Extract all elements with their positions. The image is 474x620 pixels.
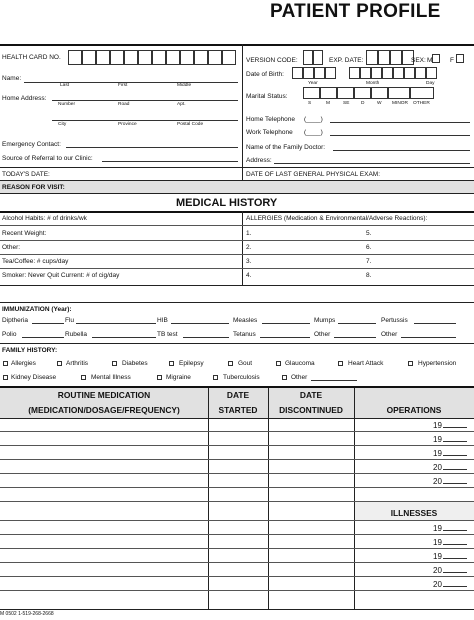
imm-tb-line[interactable] [183, 337, 229, 338]
mh-rule-2 [0, 240, 474, 241]
sex-m-box[interactable] [432, 54, 440, 63]
address-label: Address: [246, 157, 272, 164]
imm-measles: Measles [233, 317, 258, 324]
work-phone-label: Work Telephone [246, 129, 293, 136]
family-history-rule-top [0, 343, 474, 344]
imm-polio-line[interactable] [22, 337, 64, 338]
med-table-header-rule [0, 418, 474, 419]
fh-tuberculosis-checkbox[interactable] [213, 375, 218, 380]
version-code-label: VERSION CODE: [246, 57, 298, 64]
med-table-bottom-rule [0, 609, 474, 610]
imm-other-1: Other [314, 331, 331, 338]
imm-mumps: Mumps [314, 317, 336, 324]
imm-rubella-line[interactable] [92, 337, 156, 338]
header-top-rule [0, 44, 474, 46]
home-phone-area: (____) [304, 116, 323, 123]
fh-migraine-checkbox[interactable] [157, 375, 162, 380]
imm-tetanus: Tetanus [233, 331, 256, 338]
fh-epilepsy-checkbox[interactable] [169, 361, 174, 366]
fh-hypertension-checkbox[interactable] [408, 361, 413, 366]
recent-weight-label: Recent Weight: [2, 230, 47, 237]
imm-hib-line[interactable] [171, 323, 229, 324]
rule-todays-date-top [0, 167, 474, 168]
medical-history-rule [0, 211, 474, 213]
fh-arthritis-checkbox[interactable] [57, 361, 62, 366]
fh-allergies: Allergies [11, 360, 36, 367]
allergy-4: 4. [246, 272, 252, 279]
imm-measles-line[interactable] [262, 323, 310, 324]
home-phone-line[interactable] [330, 122, 470, 123]
emergency-contact-line[interactable] [66, 147, 238, 148]
reason-band [0, 181, 474, 193]
mh-rule-bottom [0, 285, 474, 286]
operation-year-2[interactable]: 19 [433, 435, 467, 444]
name-sub-last: Last [60, 83, 70, 88]
fh-diabetes: Diabetes [122, 360, 148, 367]
fh-epilepsy: Epilepsy [179, 360, 204, 367]
medical-history-divider [242, 211, 243, 285]
imm-tetanus-line[interactable] [260, 337, 310, 338]
exp-date-label: EXP. DATE: [329, 57, 364, 64]
smoker-label: Smoker: Never Quit Current: # of cig/day [2, 272, 120, 279]
fh-mental-illness-checkbox[interactable] [81, 375, 86, 380]
fh-migraine: Migraine [166, 374, 191, 381]
family-history-title: FAMILY HISTORY: [2, 347, 58, 354]
illness-year-2[interactable]: 19 [433, 538, 467, 547]
illness-year-5[interactable]: 20 [433, 580, 467, 589]
med-col3-line1: DATE [299, 390, 323, 400]
referral-label: Source of Referral to our Clinic: [2, 155, 93, 162]
fh-glaucoma-checkbox[interactable] [276, 361, 281, 366]
name-line[interactable] [24, 82, 238, 83]
marital-minor: MINOR [392, 101, 408, 106]
marital-status-label: Marital Status: [246, 93, 288, 100]
sex-f-label: F [450, 57, 454, 64]
fh-allergies-checkbox[interactable] [3, 361, 8, 366]
imm-other-2: Other [381, 331, 398, 338]
allergy-8: 8. [366, 272, 372, 279]
imm-other-1-line[interactable] [334, 337, 376, 338]
marital-s: S [308, 101, 312, 106]
version-code-box-2[interactable] [313, 50, 323, 65]
allergy-2: 2. [246, 244, 252, 251]
family-doctor-label: Name of the Family Doctor: [246, 144, 326, 151]
imm-rubella: Rubella [65, 331, 88, 338]
emergency-contact-label: Emergency Contact: [2, 141, 61, 148]
immunization-title: IMMUNIZATION (Year): [2, 306, 72, 313]
rule-reason-bottom [0, 193, 474, 194]
home-address-label: Home Address: [2, 95, 47, 102]
imm-pertussis: Pertussis [381, 317, 408, 324]
allergy-6: 6. [366, 244, 372, 251]
operation-year-5[interactable]: 20 [433, 477, 467, 486]
fh-other: Other [291, 374, 308, 381]
home-address-line[interactable] [52, 100, 238, 101]
allergies-label: ALLERGIES (Medication & Environmental/Adverse Reactions): [246, 215, 428, 222]
imm-tb-test: TB test [157, 331, 178, 338]
exp-date-box-1[interactable] [366, 50, 378, 65]
home-address-line-2[interactable] [52, 120, 238, 121]
fh-kidney: Kidney Disease [11, 374, 57, 381]
allergy-3: 3. [246, 258, 252, 265]
tea-coffee-label: Tea/Coffee: # cups/day [2, 258, 69, 265]
address-sub-province: Province [118, 122, 137, 127]
last-exam-label: DATE OF LAST GENERAL PHYSICAL EXAM: [246, 171, 381, 178]
operation-year-4[interactable]: 20 [433, 463, 467, 472]
family-doctor-line[interactable] [333, 150, 470, 151]
marital-m: M [326, 101, 330, 106]
imm-diptheria: Diptheria [2, 317, 29, 324]
work-phone-line[interactable] [330, 135, 470, 136]
name-sub-first: First [118, 83, 128, 88]
med-col1-line1: ROUTINE MEDICATION [57, 390, 151, 400]
marital-other: OTHER [413, 101, 430, 106]
imm-mumps-line[interactable] [338, 323, 376, 324]
illness-year-1[interactable]: 19 [433, 524, 467, 533]
marital-d: D [361, 101, 365, 106]
fh-arthritis: Arthritis [66, 360, 89, 367]
med-col2-line1: DATE [226, 390, 250, 400]
dob-sub-day: Day [426, 81, 435, 86]
fh-hypertension: Hypertension [418, 360, 457, 367]
mh-rule-4 [0, 268, 474, 269]
imm-pertussis-line[interactable] [414, 323, 456, 324]
medical-history-title: MEDICAL HISTORY [176, 197, 278, 209]
health-card-label: HEALTH CARD NO. [2, 54, 61, 61]
doctor-address-line[interactable] [274, 163, 470, 164]
operation-year-3[interactable]: 19 [433, 449, 467, 458]
address-sub-city: City [58, 122, 67, 127]
fh-heart-attack: Heart Attack [348, 360, 384, 367]
fh-mental-illness: Mental Illness [91, 374, 131, 381]
fh-other-line[interactable] [311, 380, 357, 381]
dob-label: Date of Birth: [246, 71, 284, 78]
sex-f-box[interactable] [456, 54, 464, 63]
todays-date-divider [242, 167, 243, 180]
mh-rule-3 [0, 254, 474, 255]
fh-tuberculosis: Tuberculosis [223, 374, 260, 381]
home-phone-label: Home Telephone [246, 116, 296, 123]
address-sub-apt: Apt. [177, 102, 186, 107]
med-col3-line2: DISCONTINUED [279, 405, 343, 415]
dob-sub-month: Month [366, 81, 380, 86]
fh-diabetes-checkbox[interactable] [112, 361, 117, 366]
imm-flu: Flu [65, 317, 75, 324]
fh-gout: Gout [238, 360, 253, 367]
imm-flu-line[interactable] [76, 323, 156, 324]
exp-date-box-3[interactable] [390, 50, 402, 65]
name-sub-middle: Middle [177, 83, 192, 88]
page-title: PATIENT PROFILE [270, 1, 441, 22]
sex-label: SEX: [411, 57, 426, 64]
form-footer: M 0502 1-519-268-2668 [0, 611, 54, 617]
illnesses-header: ILLNESSES [390, 508, 438, 518]
operations-header: OPERATIONS [386, 405, 442, 415]
illness-year-3[interactable]: 19 [433, 552, 467, 561]
fh-glaucoma: Glaucoma [285, 360, 315, 367]
other-label: Other: [2, 244, 21, 251]
fh-gout-checkbox[interactable] [228, 361, 233, 366]
immunization-rule-top [0, 302, 474, 303]
referral-line[interactable] [102, 161, 238, 162]
allergy-7: 7. [366, 258, 372, 265]
allergy-5: 5. [366, 230, 372, 237]
imm-diptheria-line[interactable] [32, 323, 64, 324]
name-label: Name: [2, 75, 22, 82]
med-col2-line2: STARTED [218, 405, 258, 415]
operation-year-1[interactable]: 19 [433, 421, 467, 430]
imm-other-2-line[interactable] [401, 337, 456, 338]
med-col1-line2: (MEDICATION/DOSAGE/FREQUENCY) [28, 405, 180, 415]
alcohol-label: Alcohol Habits: # of drinks/wk [2, 215, 87, 222]
fh-other-checkbox[interactable] [282, 375, 287, 380]
fh-heart-attack-checkbox[interactable] [338, 361, 343, 366]
header-divider [242, 44, 243, 167]
work-phone-area: (____) [304, 129, 323, 136]
dob-sub-year: Year [308, 81, 318, 86]
imm-hib: HIB [157, 317, 168, 324]
version-code-box-1[interactable] [303, 50, 313, 65]
mh-rule-1 [0, 225, 474, 226]
allergy-1: 1. [246, 230, 252, 237]
marital-se: SE [343, 101, 350, 106]
exp-date-box-2[interactable] [378, 50, 390, 65]
imm-polio: Polio [2, 331, 17, 338]
fh-kidney-checkbox[interactable] [3, 375, 8, 380]
address-sub-postal: Postal Code [177, 122, 204, 127]
address-sub-number: Number [58, 102, 76, 107]
illness-year-4[interactable]: 20 [433, 566, 467, 575]
address-sub-road: Road [118, 102, 130, 107]
todays-date-label: TODAY'S DATE: [2, 171, 50, 178]
reason-label: REASON FOR VISIT: [2, 184, 65, 191]
sex-m-label: M [427, 57, 433, 64]
marital-w: W [377, 101, 382, 106]
